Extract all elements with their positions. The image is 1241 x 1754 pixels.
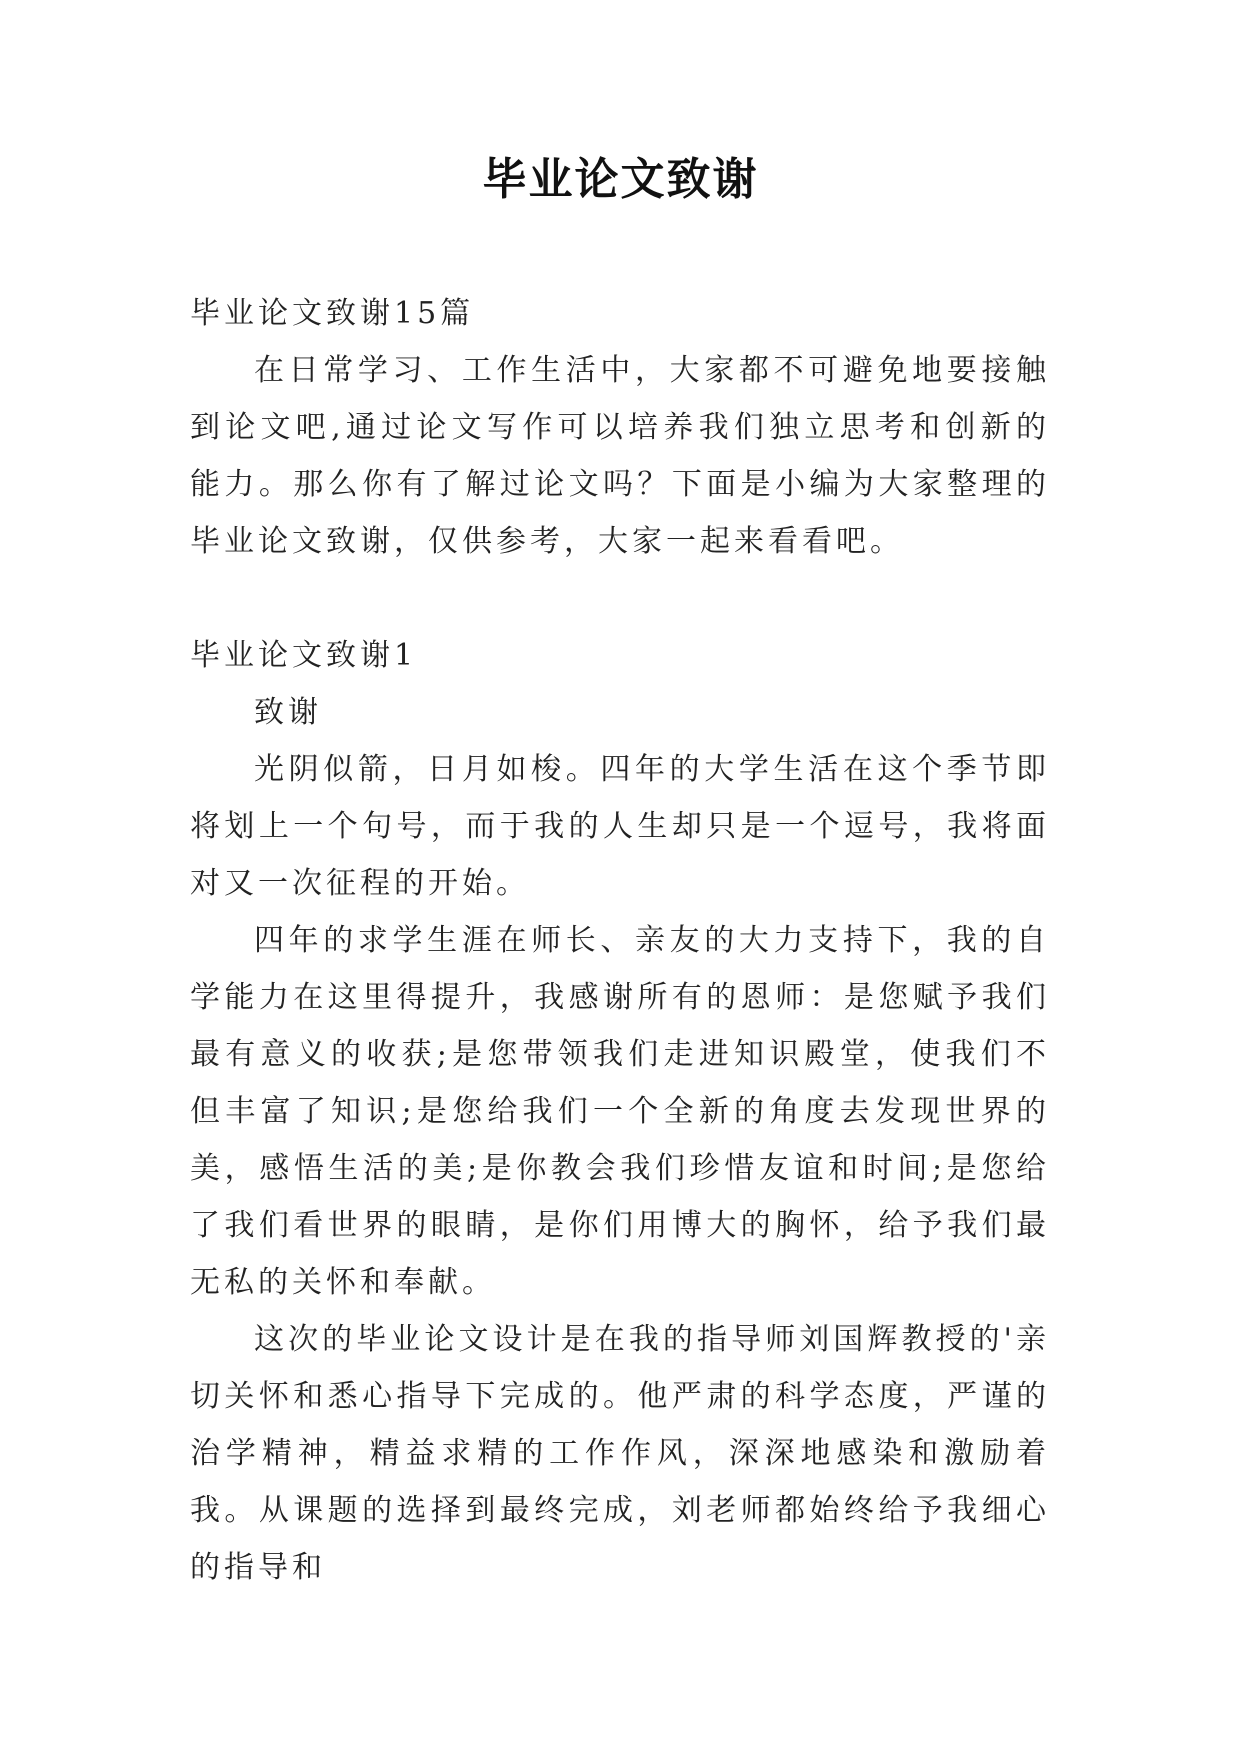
document-title: 毕业论文致谢: [482, 154, 759, 205]
body-paragraph: 光阴似箭，日月如梭。四年的大学生活在这个季节即将划上一个句号，而于我的人生却只是一个逗号，我将面对又一次征程的开始。: [190, 752, 1050, 901]
document-body: [190, 285, 1050, 1596]
intro-paragraph: 在日常学习、工作生活中，大家都不可避免地要接触到论文吧,通过论文写作可以培养我们独立思考和创新的能力。那么你有了解过论文吗？下面是小编为大家整理的毕业论文致谢，仅供参考，大家一起来看看吧。: [190, 353, 1050, 559]
body-paragraph: 四年的求学生涯在师长、亲友的大力支持下，我的自学能力在这里得提升，我感谢所有的恩师：是您赋予我们最有意义的收获;是您带领我们走进知识殿堂，使我们不但丰富了知识;是您给我们一个全新的角度去发现世界的美，感悟生活的美;是你教会我们珍惜友谊和时间;是您给了我们看世界的眼睛，是你们用博大的胸怀，给予我们最无私的关怀和奉献。: [190, 923, 1050, 1300]
section-label: 致谢: [254, 695, 322, 730]
section-heading: 毕业论文致谢1: [190, 638, 418, 673]
subtitle: 毕业论文致谢15篇: [190, 296, 475, 331]
body-paragraph: 这次的毕业论文设计是在我的指导师刘国辉教授的'亲切关怀和悉心指导下完成的。他严肃的科学态度，严谨的治学精神，精益求精的工作作风，深深地感染和激励着我。从课题的选择到最终完成，刘老师都始终给予我细心的指导和: [190, 1322, 1050, 1585]
